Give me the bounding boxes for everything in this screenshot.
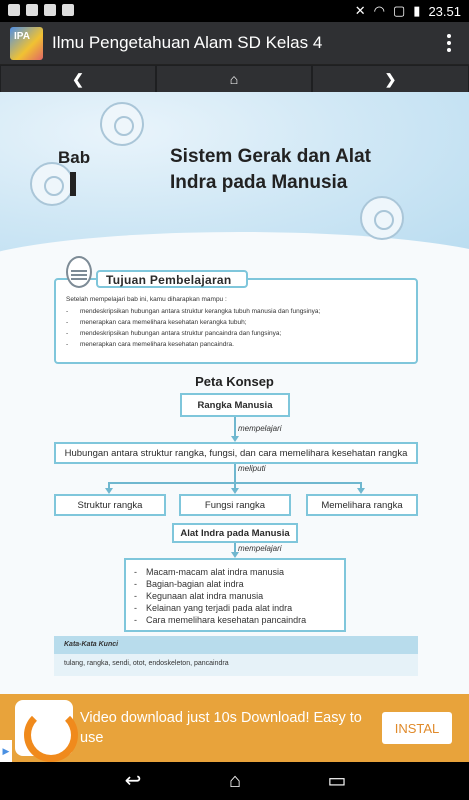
concept-rangka-manusia: Rangka Manusia bbox=[180, 393, 290, 417]
chapter-number bbox=[70, 172, 76, 196]
list-item: - mendeskripsikan hubungan antara struktur kerangka tubuh manusia dan fungsinya; bbox=[66, 306, 320, 317]
battery-icon: ▮ bbox=[413, 3, 421, 18]
chevron-left-icon: ❮ bbox=[72, 70, 84, 87]
bee-illustration-icon bbox=[360, 196, 404, 240]
connector-line bbox=[234, 464, 236, 482]
page-nav-bar bbox=[0, 64, 469, 92]
keywords-heading: Kata-Kata Kunci bbox=[54, 636, 418, 654]
next-page-button[interactable] bbox=[312, 65, 469, 93]
list-item: - menerapkan cara memelihara kesehatan kerangka tubuh; bbox=[66, 317, 320, 328]
keywords-box bbox=[54, 636, 418, 676]
no-sim-icon: ▢ bbox=[393, 3, 406, 18]
wifi-icon: ◠ bbox=[373, 3, 385, 18]
connector-label: mempelajari bbox=[238, 424, 282, 433]
mute-icon: ✕ bbox=[354, 3, 366, 18]
learning-objectives-intro: Setelah mempelajari bab ini, kamu diharapkan mampu : bbox=[66, 296, 227, 303]
concept-fungsi-rangka: Fungsi rangka bbox=[179, 494, 291, 516]
app-bar bbox=[0, 22, 469, 64]
list-item: - Kelainan yang terjadi pada alat indra bbox=[134, 602, 306, 614]
list-item: - Kegunaan alat indra manusia bbox=[134, 590, 306, 602]
concept-alat-indra: Alat Indra pada Manusia bbox=[172, 523, 298, 543]
connector-label: mempelajari bbox=[238, 544, 282, 553]
recents-icon[interactable]: ▭ bbox=[327, 770, 347, 792]
list-item: - Bagian-bagian alat indra bbox=[134, 578, 306, 590]
home-icon[interactable]: ⌂ bbox=[228, 770, 242, 792]
uc-browser-logo-icon bbox=[15, 700, 73, 756]
bab-label: Bab bbox=[58, 148, 91, 167]
image-icon bbox=[8, 4, 20, 16]
app-title: Ilmu Pengetahuan Alam SD Kelas 4 bbox=[52, 33, 323, 52]
ad-install-button[interactable]: INSTAL bbox=[382, 712, 452, 744]
overflow-menu-icon[interactable] bbox=[445, 32, 453, 54]
home-button[interactable] bbox=[156, 65, 312, 93]
clock: 23.51 bbox=[428, 3, 461, 19]
list-item: - Cara memelihara kesehatan pancaindra bbox=[134, 614, 306, 626]
bag-icon bbox=[44, 4, 56, 16]
prev-page-button[interactable] bbox=[0, 65, 156, 93]
concept-hubungan: Hubungan antara struktur rangka, fungsi, dan cara memelihara kesehatan rangka bbox=[54, 442, 418, 464]
alat-indra-topics-box bbox=[124, 558, 346, 632]
system-nav-bar bbox=[0, 762, 469, 800]
list-item: - menerapkan cara memelihara kesehatan pancaindra. bbox=[66, 339, 320, 350]
list-item: - mendeskripsikan hubungan antara struktur pancaindra dan fungsinya; bbox=[66, 328, 320, 339]
bee-mascot-icon bbox=[66, 256, 92, 288]
ad-text: Video download just 10s Download! Easy to use bbox=[80, 710, 362, 746]
status-bar bbox=[0, 0, 469, 22]
learning-objectives-heading: Tujuan Pembelajaran bbox=[96, 270, 248, 288]
chapter-title bbox=[170, 144, 410, 196]
back-icon[interactable]: ↩ bbox=[124, 770, 142, 792]
home-icon: ⌂ bbox=[229, 71, 239, 87]
chapter-title-line2: Indra pada Manusia bbox=[170, 172, 348, 193]
bee-illustration-icon bbox=[100, 102, 144, 146]
concept-map-title: Peta Konsep bbox=[195, 374, 274, 389]
app-icon-label: IPA bbox=[14, 31, 30, 42]
list-item: - Macam-macam alat indra manusia bbox=[134, 566, 306, 578]
tray-icon bbox=[62, 4, 74, 16]
bee-illustration-icon bbox=[30, 162, 74, 206]
concept-memelihara-rangka: Memelihara rangka bbox=[306, 494, 418, 516]
photo-icon bbox=[26, 4, 38, 16]
ad-choices-icon[interactable]: ▶ bbox=[0, 740, 12, 762]
concept-struktur-rangka: Struktur rangka bbox=[54, 494, 166, 516]
chevron-right-icon: ❯ bbox=[384, 70, 397, 87]
learning-objectives-list bbox=[66, 306, 320, 350]
connector-line bbox=[234, 417, 236, 437]
chapter-title-line1: Sistem Gerak dan Alat bbox=[170, 146, 371, 167]
notification-icons bbox=[8, 4, 74, 16]
app-icon[interactable] bbox=[10, 27, 43, 60]
book-page[interactable] bbox=[0, 92, 469, 694]
keywords-body: tulang, rangka, sendi, otot, endoskeleton, pancaindra bbox=[64, 660, 229, 667]
system-icons bbox=[355, 3, 461, 19]
learning-objectives-box bbox=[54, 273, 418, 364]
alat-indra-topics-list bbox=[134, 566, 306, 626]
connector-label: meliputi bbox=[238, 464, 266, 473]
